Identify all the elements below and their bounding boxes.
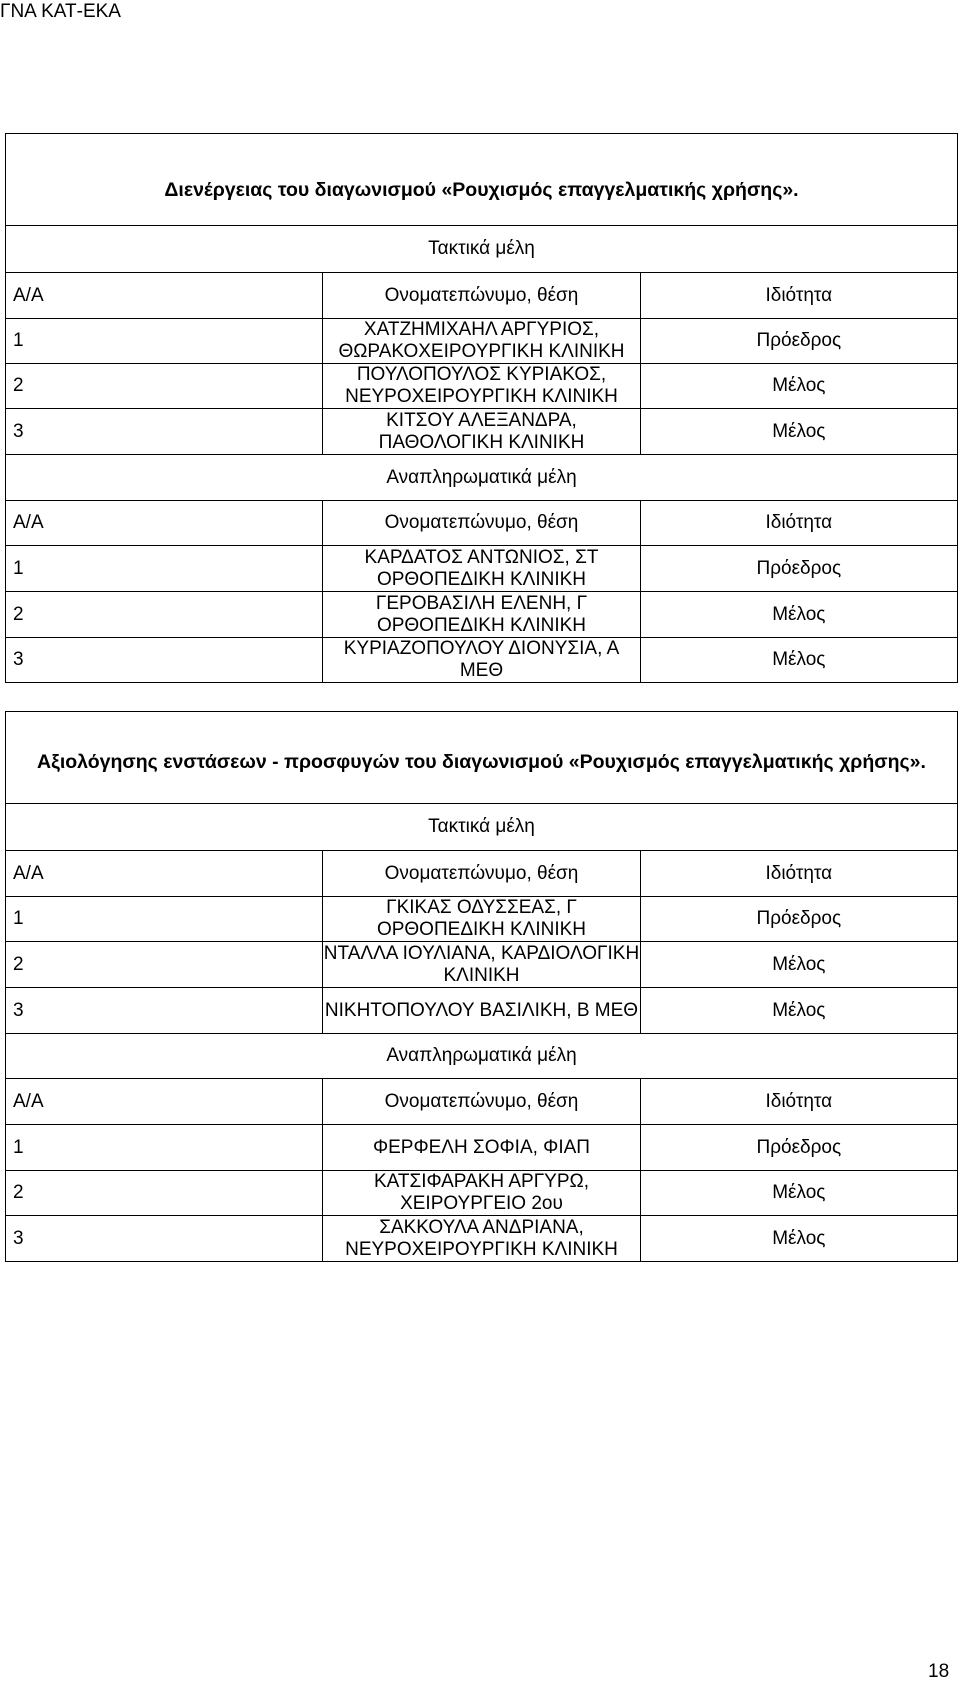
- column-header-role: Ιδιότητα: [640, 501, 957, 546]
- member-name: ΧΑΤΖΗΜΙΧΑΗΛ ΑΡΓΥΡΙΟΣ, ΘΩΡΑΚΟΧΕΙΡΟΥΡΓΙΚΗ ΚΛΙΝΙΚΗ: [323, 319, 640, 364]
- section-label-regular: Τακτικά μέλη: [6, 226, 958, 273]
- table-row: [6, 546, 958, 592]
- member-role: Μέλος: [640, 1216, 957, 1262]
- member-role: Μέλος: [640, 364, 957, 409]
- committee-table-objections: [5, 711, 958, 1262]
- column-header-row: [6, 273, 958, 319]
- document-header: ΓΝΑ ΚΑΤ-ΕΚΑ: [0, 1, 121, 22]
- member-name: ΣΑΚΚΟΥΛΑ ΑΝΔΡΙΑΝΑ, ΝΕΥΡΟΧΕΙΡΟΥΡΓΙΚΗ ΚΛΙΝΙΚΗ: [323, 1216, 640, 1262]
- section-label-alternate: Αναπληρωματικά μέλη: [6, 1034, 958, 1079]
- column-header-no: Α/Α: [6, 501, 323, 546]
- column-header-name: Ονοματεπώνυμο, θέση: [323, 1079, 640, 1125]
- column-header-no: Α/Α: [6, 1079, 323, 1125]
- table-title: Αξιολόγησης ενστάσεων - προσφυγών του διαγωνισμού «Ρουχισμός επαγγελματικής χρήσης».: [6, 712, 958, 804]
- row-number: 1: [6, 897, 323, 942]
- member-name: ΓΚΙΚΑΣ ΟΔΥΣΣΕΑΣ, Γ ΟΡΘΟΠΕΔΙΚΗ ΚΛΙΝΙΚΗ: [323, 897, 640, 942]
- section-label-regular: Τακτικά μέλη: [6, 804, 958, 851]
- table-title: Διενέργειας του διαγωνισμού «Ρουχισμός επαγγελματικής χρήσης».: [6, 134, 958, 226]
- member-role: Μέλος: [640, 988, 957, 1034]
- member-role: Μέλος: [640, 409, 957, 455]
- row-number: 2: [6, 592, 323, 638]
- member-name: ΓΕΡΟΒΑΣΙΛΗ ΕΛΕΝΗ, Γ ΟΡΘΟΠΕΔΙΚΗ ΚΛΙΝΙΚΗ: [323, 592, 640, 638]
- member-role: Πρόεδρος: [640, 319, 957, 364]
- member-role: Πρόεδρος: [640, 897, 957, 942]
- table-row: [6, 942, 958, 988]
- column-header-name: Ονοματεπώνυμο, θέση: [323, 501, 640, 546]
- member-role: Πρόεδρος: [640, 1125, 957, 1171]
- section-label-alternate: Αναπληρωματικά μέλη: [6, 455, 958, 501]
- member-name: ΦΕΡΦΕΛΗ ΣΟΦΙΑ, ΦΙΑΠ: [323, 1125, 640, 1171]
- row-number: 2: [6, 1171, 323, 1216]
- member-role: Μέλος: [640, 592, 957, 638]
- table-row: [6, 319, 958, 364]
- row-number: 3: [6, 988, 323, 1034]
- page-number: 18: [928, 1661, 950, 1682]
- member-name: ΝΙΚΗΤΟΠΟΥΛΟΥ ΒΑΣΙΛΙΚΗ, Β ΜΕΘ: [323, 988, 640, 1034]
- column-header-no: Α/Α: [6, 851, 323, 897]
- table-row: [6, 1171, 958, 1216]
- row-number: 1: [6, 1125, 323, 1171]
- table-row: [6, 409, 958, 455]
- member-role: Μέλος: [640, 942, 957, 988]
- member-name: ΠΟΥΛΟΠΟΥΛΟΣ ΚΥΡΙΑΚΟΣ, ΝΕΥΡΟΧΕΙΡΟΥΡΓΙΚΗ ΚΛΙΝΙΚΗ: [323, 364, 640, 409]
- table-row: [6, 988, 958, 1034]
- row-number: 2: [6, 942, 323, 988]
- table-row: [6, 364, 958, 409]
- column-header-role: Ιδιότητα: [640, 1079, 957, 1125]
- member-role: Πρόεδρος: [640, 546, 957, 592]
- table-row: [6, 1125, 958, 1171]
- row-number: 3: [6, 1216, 323, 1262]
- column-header-row: [6, 501, 958, 546]
- column-header-role: Ιδιότητα: [640, 273, 957, 319]
- row-number: 2: [6, 364, 323, 409]
- member-name: ΚΥΡΙΑΖΟΠΟΥΛΟΥ ΔΙΟΝΥΣΙΑ, Α ΜΕΘ: [323, 638, 640, 683]
- member-role: Μέλος: [640, 1171, 957, 1216]
- table-row: [6, 638, 958, 683]
- row-number: 1: [6, 319, 323, 364]
- column-header-row: [6, 851, 958, 897]
- member-name: ΚΙΤΣΟΥ ΑΛΕΞΑΝΔΡΑ, ΠΑΘΟΛΟΓΙΚΗ ΚΛΙΝΙΚΗ: [323, 409, 640, 455]
- committee-table-tendering: [5, 133, 958, 683]
- table-row: [6, 1216, 958, 1262]
- column-header-name: Ονοματεπώνυμο, θέση: [323, 851, 640, 897]
- row-number: 1: [6, 546, 323, 592]
- column-header-role: Ιδιότητα: [640, 851, 957, 897]
- row-number: 3: [6, 638, 323, 683]
- member-name: ΝΤΑΛΛΑ ΙΟΥΛΙΑΝΑ, ΚΑΡΔΙΟΛΟΓΙΚΗ ΚΛΙΝΙΚΗ: [323, 942, 640, 986]
- member-name: ΚΑΡΔΑΤΟΣ ΑΝΤΩΝΙΟΣ, ΣΤ ΟΡΘΟΠΕΔΙΚΗ ΚΛΙΝΙΚΗ: [323, 546, 640, 592]
- member-name: ΚΑΤΣΙΦΑΡΑΚΗ ΑΡΓΥΡΩ, ΧΕΙΡΟΥΡΓΕΙΟ 2ου: [323, 1171, 640, 1216]
- member-role: Μέλος: [640, 638, 957, 683]
- column-header-no: Α/Α: [6, 273, 323, 319]
- column-header-row: [6, 1079, 958, 1125]
- table-row: [6, 592, 958, 638]
- table-row: [6, 897, 958, 942]
- column-header-name: Ονοματεπώνυμο, θέση: [323, 273, 640, 319]
- row-number: 3: [6, 409, 323, 455]
